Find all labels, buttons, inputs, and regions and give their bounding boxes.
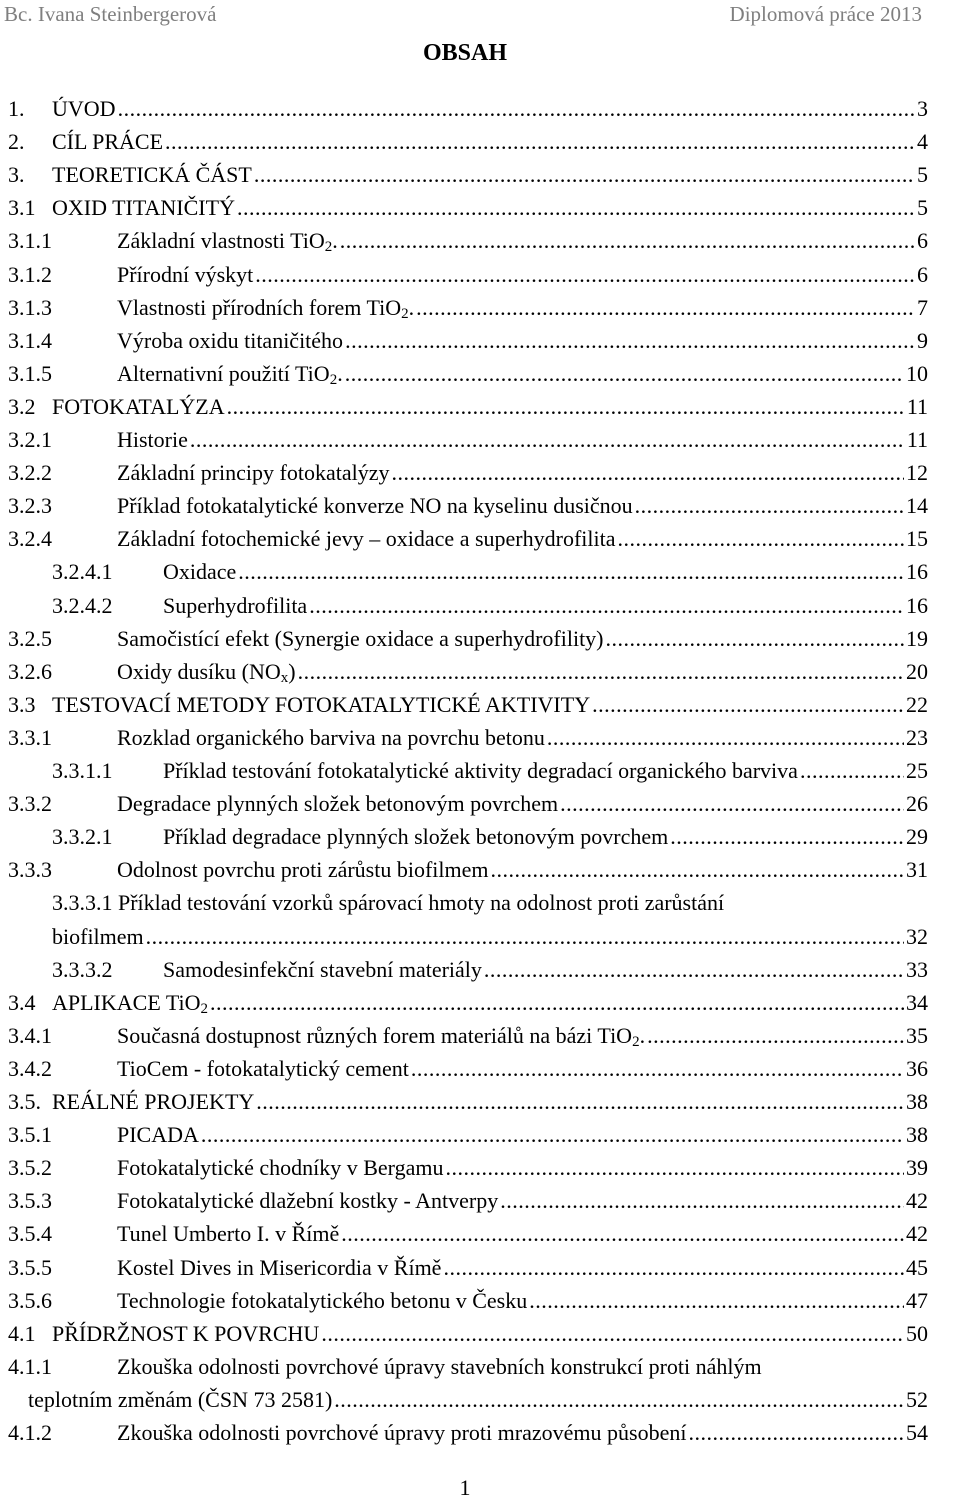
toc-entry-number: 3.2 bbox=[8, 393, 36, 419]
toc-entry-page: 20 bbox=[906, 658, 928, 684]
toc-entry-page: 31 bbox=[906, 857, 928, 883]
toc-entry[interactable] bbox=[0, 158, 960, 192]
toc-entry-page: 38 bbox=[906, 1089, 928, 1114]
toc-entry-page: 15 bbox=[906, 526, 928, 552]
toc-entry-number: 3.2.4.2 bbox=[52, 592, 113, 618]
toc-dot-leader bbox=[484, 953, 904, 987]
toc-entry-title-text: ÚVOD bbox=[52, 96, 116, 121]
toc-entry-title-text: Technologie fotokatalytického betonu v Česku bbox=[117, 1287, 528, 1313]
toc-entry-page: 38 bbox=[906, 1122, 928, 1148]
toc-entry-number: 3.5. bbox=[8, 1089, 41, 1114]
toc-dot-leader bbox=[201, 1118, 904, 1152]
toc-entry-page: 16 bbox=[906, 559, 928, 585]
toc-entry-subscript: 2 bbox=[324, 239, 333, 256]
toc-dot-leader bbox=[227, 390, 905, 424]
toc-entry-title-text: Samodesinfekční stavební materiály bbox=[163, 956, 482, 982]
toc-entry-title-text: Základní fotochemické jevy – oxidace a superhydrofilita bbox=[117, 526, 616, 552]
toc-entry-title bbox=[52, 986, 208, 1020]
toc-entry-title bbox=[117, 224, 338, 258]
toc-entry[interactable] bbox=[0, 92, 960, 126]
toc-entry-page: 6 bbox=[917, 228, 928, 254]
toc-entry[interactable] bbox=[0, 191, 960, 225]
toc-dot-leader bbox=[606, 622, 904, 656]
toc-entry-title-text: PICADA bbox=[117, 1122, 199, 1148]
header-author: Bc. Ivana Steinbergerová bbox=[4, 2, 217, 26]
toc-entry-title-suffix: . bbox=[337, 360, 343, 386]
toc-entry-text-line1: Zkouška odolnosti povrchové úpravy stavebních konstrukcí proti náhlým bbox=[117, 1353, 762, 1379]
toc-entry-title-text: Vlastnosti přírodních forem TiO bbox=[117, 294, 402, 320]
toc-entry-number: 3.5.3 bbox=[8, 1188, 52, 1214]
running-header bbox=[0, 0, 960, 30]
toc-dot-leader bbox=[635, 489, 904, 523]
toc-entry-title bbox=[117, 853, 489, 887]
toc-entry-page: 10 bbox=[906, 360, 928, 386]
toc-entry-subscript: 2 bbox=[401, 305, 409, 322]
toc-entry-number: 4.1 bbox=[8, 1320, 36, 1346]
toc-entry-title bbox=[163, 589, 307, 623]
toc-entry-title-text: Odolnost povrchu proti zárůstu biofilmem bbox=[117, 857, 489, 883]
toc-entry-title bbox=[117, 423, 188, 457]
toc-entry-title-text: Fotokatalytické chodníky v Bergamu bbox=[117, 1155, 444, 1181]
toc-entry-page: 42 bbox=[906, 1188, 928, 1214]
toc-entry-title bbox=[163, 953, 482, 987]
toc-entry-title-suffix: . bbox=[408, 294, 415, 320]
toc-entry-number: 3.3.3 bbox=[8, 857, 52, 883]
toc-entry-title bbox=[117, 357, 343, 391]
toc-entry-number: 3.4.1 bbox=[8, 1022, 52, 1048]
toc-entry-title bbox=[163, 820, 668, 854]
toc-entry-title bbox=[163, 754, 798, 788]
toc-dot-leader bbox=[118, 92, 915, 126]
toc-entry-title bbox=[117, 1184, 498, 1218]
toc-dot-leader bbox=[237, 191, 915, 225]
toc-entry-page: 52 bbox=[906, 1386, 928, 1412]
toc-entry-number: 3.3.1.1 bbox=[52, 758, 113, 783]
toc-entry-page: 11 bbox=[906, 393, 928, 419]
toc-entry-title bbox=[52, 191, 235, 225]
toc-entry[interactable] bbox=[0, 1284, 960, 1318]
toc-entry[interactable] bbox=[0, 1019, 960, 1053]
toc-entry-title-text: Příklad degradace plynných složek betonovým povrchem bbox=[163, 824, 669, 850]
toc-entry-title-text: Samočistící efekt (Synergie oxidace a superhydrofility) bbox=[117, 625, 604, 651]
toc-entry[interactable] bbox=[0, 224, 960, 258]
toc-dot-leader bbox=[560, 787, 904, 821]
toc-entry-title-text: Rozklad organického barviva na povrchu betonu bbox=[117, 724, 545, 750]
toc-entry-number: 4.1.1 bbox=[8, 1353, 52, 1379]
toc-dot-leader bbox=[345, 324, 915, 358]
toc-entry-title-text: Superhydrofilita bbox=[163, 592, 308, 618]
toc-entry[interactable] bbox=[0, 1251, 960, 1285]
toc-entry-title-text: TioCem - fotokatalytický cement bbox=[117, 1055, 409, 1081]
toc-entry-number: 2. bbox=[8, 129, 25, 155]
toc-entry-number: 3.5.4 bbox=[8, 1221, 52, 1247]
toc-entry-title-suffix: ) bbox=[288, 658, 296, 684]
toc-entry-title bbox=[117, 787, 558, 821]
toc-dot-leader bbox=[416, 291, 915, 325]
toc-entry-title-text: FOTOKATALÝZA bbox=[52, 393, 225, 419]
toc-entry-title-text: biofilmem bbox=[52, 923, 144, 949]
toc-entry-title-text: OXID TITANIČITÝ bbox=[52, 195, 235, 221]
toc-entry-number: 3.3.2.1 bbox=[52, 824, 113, 850]
toc-dot-leader bbox=[238, 555, 904, 589]
toc-dot-leader bbox=[256, 1085, 904, 1119]
toc-entry-page: 34 bbox=[906, 989, 928, 1015]
toc-entry-page: 5 bbox=[917, 195, 928, 221]
toc-entry-page: 25 bbox=[906, 758, 928, 783]
toc-entry-title bbox=[117, 622, 604, 656]
toc-entry[interactable] bbox=[0, 622, 960, 656]
toc-entry-number: 4.1.2 bbox=[8, 1420, 52, 1445]
toc-entry[interactable] bbox=[0, 754, 960, 788]
toc-entry-page: 32 bbox=[906, 923, 928, 949]
toc-entry-title bbox=[117, 1416, 686, 1450]
toc-dot-leader bbox=[146, 920, 904, 954]
toc-dot-leader bbox=[688, 1416, 904, 1450]
toc-dot-leader bbox=[340, 224, 915, 258]
toc-entry-title bbox=[52, 1317, 319, 1351]
toc-entry[interactable] bbox=[0, 589, 960, 623]
toc-entry[interactable] bbox=[0, 1217, 960, 1251]
toc-dot-leader bbox=[491, 853, 905, 887]
toc-dot-leader bbox=[411, 1052, 904, 1086]
toc-entry[interactable] bbox=[0, 853, 960, 887]
toc-entry[interactable] bbox=[0, 953, 960, 987]
toc-entry[interactable] bbox=[0, 390, 960, 424]
toc-entry-title bbox=[52, 92, 116, 126]
toc-entry-title bbox=[117, 721, 545, 755]
toc-entry-title-text: Historie bbox=[117, 427, 188, 452]
toc-entry-title bbox=[117, 1251, 441, 1285]
toc-dot-leader bbox=[190, 423, 905, 457]
toc-entry[interactable] bbox=[0, 423, 960, 457]
toc-entry-title bbox=[117, 291, 414, 325]
toc-dot-leader bbox=[255, 258, 915, 292]
toc-entry-title-text: Fotokatalytické dlažební kostky - Antverpy bbox=[117, 1188, 499, 1214]
toc-entry-title-text: teplotním změnám (ČSN 73 2581) bbox=[28, 1386, 333, 1412]
toc-dot-leader bbox=[254, 158, 915, 192]
toc-entry-title bbox=[117, 1151, 443, 1185]
toc-dot-leader bbox=[334, 1383, 904, 1417]
toc-entry-number: 3.3 bbox=[8, 691, 36, 717]
toc-entry-title bbox=[163, 555, 236, 589]
toc-dot-leader bbox=[345, 357, 904, 391]
toc-dot-leader bbox=[529, 1284, 904, 1318]
toc-entry-title bbox=[117, 1019, 645, 1053]
toc-entry[interactable] bbox=[0, 555, 960, 589]
toc-entry-title bbox=[52, 1085, 254, 1119]
toc-entry-number: 1. bbox=[8, 96, 25, 121]
toc-dot-leader bbox=[341, 1217, 904, 1251]
toc-entry-page: 50 bbox=[906, 1320, 928, 1346]
toc-entry-title bbox=[117, 456, 389, 490]
toc-entry-title-text: Základní principy fotokatalýzy bbox=[117, 460, 390, 486]
toc-entry-subscript: 2 bbox=[200, 1000, 209, 1017]
toc-entry-page: 14 bbox=[906, 493, 928, 519]
toc-entry[interactable] bbox=[0, 1184, 960, 1218]
toc-entry-subscript: x bbox=[280, 669, 289, 686]
toc-entry-title-text: Zkouška odolnosti povrchové úpravy proti mrazovému působení bbox=[117, 1420, 687, 1445]
page-title: OBSAH bbox=[422, 40, 508, 66]
toc-dot-leader bbox=[592, 688, 904, 722]
toc-entry-title-text: Degradace plynných složek betonovým povrchem bbox=[117, 791, 559, 817]
toc-entry[interactable] bbox=[0, 920, 960, 954]
toc-entry[interactable] bbox=[0, 522, 960, 556]
toc-entry-page: 16 bbox=[906, 592, 928, 618]
toc-entry[interactable] bbox=[0, 820, 960, 854]
toc-entry-title-text: APLIKACE TiO bbox=[52, 989, 201, 1015]
toc-entry-page: 47 bbox=[906, 1287, 928, 1313]
toc-entry[interactable] bbox=[0, 1151, 960, 1185]
toc-entry[interactable] bbox=[0, 258, 960, 292]
toc-entry-number: 3.3.3.1 bbox=[52, 890, 113, 916]
toc-entry-title bbox=[52, 125, 163, 159]
toc-dot-leader bbox=[309, 589, 904, 623]
toc-dot-leader bbox=[547, 721, 904, 755]
toc-entry-number: 3.2.4 bbox=[8, 526, 52, 552]
toc-entry-title-text: Tunel Umberto I. v Římě bbox=[117, 1221, 340, 1247]
toc-entry-title-text: Kostel Dives in Misericordia v Římě bbox=[117, 1254, 442, 1280]
toc-entry-title bbox=[117, 1217, 339, 1251]
toc-entry-title-text: Výroba oxidu titaničitého bbox=[117, 327, 344, 353]
toc-entry-title bbox=[52, 158, 252, 192]
toc-entry-page: 11 bbox=[906, 427, 928, 452]
toc-entry[interactable] bbox=[0, 1052, 960, 1086]
toc-entry-number: 3.1 bbox=[8, 195, 36, 221]
toc-entry-number: 3.4.2 bbox=[8, 1055, 52, 1081]
toc-entry-page: 45 bbox=[906, 1254, 928, 1280]
toc-entry-page: 42 bbox=[906, 1221, 928, 1247]
toc-dot-leader bbox=[445, 1151, 904, 1185]
toc-dot-leader bbox=[210, 986, 904, 1020]
toc-entry[interactable] bbox=[0, 787, 960, 821]
toc-entry-subscript: 2 bbox=[632, 1033, 640, 1050]
toc-entry-number: 3.1.5 bbox=[8, 360, 52, 386]
toc-entry-number: 3.1.4 bbox=[8, 327, 52, 353]
toc-entry-title bbox=[52, 390, 225, 424]
toc-entry-title-text: Základní vlastnosti TiO bbox=[117, 228, 325, 254]
toc-dot-leader bbox=[165, 125, 915, 159]
toc-entry-title bbox=[28, 1383, 332, 1417]
toc-entry-page: 19 bbox=[906, 625, 928, 651]
toc-entry[interactable] bbox=[0, 125, 960, 159]
toc-dot-leader bbox=[670, 820, 904, 854]
toc-entry-title bbox=[117, 489, 633, 523]
toc-entry-title bbox=[117, 1284, 527, 1318]
toc-entry-title-suffix: . bbox=[639, 1022, 646, 1048]
toc-entry[interactable] bbox=[0, 721, 960, 755]
toc-dot-leader bbox=[617, 522, 904, 556]
toc-entry-number: 3.2.6 bbox=[8, 658, 52, 684]
toc-entry-page: 3 bbox=[917, 96, 928, 121]
toc-entry-number: 3.1.1 bbox=[8, 228, 52, 254]
toc-entry-page: 6 bbox=[917, 261, 928, 287]
toc-entry-title bbox=[117, 324, 343, 358]
toc-entry[interactable] bbox=[0, 1317, 960, 1351]
header-thesis-title: Diplomová práce 2013 bbox=[729, 2, 922, 26]
toc-entry-title bbox=[117, 258, 253, 292]
toc-entry-title-text: Alternativní použití TiO bbox=[117, 360, 330, 386]
toc-entry-page: 7 bbox=[917, 294, 928, 320]
toc-entry-page: 22 bbox=[906, 691, 928, 717]
toc-entry-title-text: CÍL PRÁCE bbox=[52, 129, 164, 155]
toc-entry-page: 23 bbox=[906, 724, 928, 750]
toc-entry-title bbox=[117, 655, 296, 689]
toc-entry-page: 39 bbox=[906, 1155, 928, 1181]
toc-entry-text-line1: Příklad testování vzorků spárovací hmoty na odolnost proti zarůstání bbox=[118, 890, 725, 916]
toc-entry-number: 3.4 bbox=[8, 989, 36, 1015]
toc-entry[interactable] bbox=[0, 1383, 960, 1417]
toc-entry-title bbox=[52, 920, 144, 954]
toc-entry-title-text: Přírodní výskyt bbox=[117, 261, 254, 287]
toc-entry[interactable] bbox=[0, 456, 960, 490]
toc-entry-title-suffix: . bbox=[332, 228, 338, 254]
toc-entry-title bbox=[52, 688, 590, 722]
toc-entry-title-text: TEORETICKÁ ČÁST bbox=[52, 162, 252, 188]
toc-entry-number: 3.2.1 bbox=[8, 427, 52, 452]
toc-entry-page: 5 bbox=[917, 162, 928, 188]
toc-entry[interactable] bbox=[0, 291, 960, 325]
toc-entry[interactable] bbox=[0, 489, 960, 523]
toc-entry-number: 3.3.3.2 bbox=[52, 956, 113, 982]
toc-entry-number: 3.2.4.1 bbox=[52, 559, 113, 585]
toc-entry-number: 3.5.5 bbox=[8, 1254, 52, 1280]
toc-entry[interactable] bbox=[0, 357, 960, 391]
toc-entry[interactable] bbox=[0, 1085, 960, 1119]
toc-entry[interactable] bbox=[0, 986, 960, 1020]
toc-entry-number: 3.3.1 bbox=[8, 724, 52, 750]
toc-entry-page: 33 bbox=[906, 956, 928, 982]
toc-entry-page: 54 bbox=[906, 1420, 928, 1445]
toc-entry-title bbox=[117, 1118, 199, 1152]
toc-entry-title bbox=[117, 1052, 409, 1086]
toc-entry[interactable] bbox=[0, 655, 960, 689]
toc-entry-title-text: Příklad testování fotokatalytické aktivity degradací organického barviva bbox=[163, 758, 798, 783]
toc-entry-number: 3.5.2 bbox=[8, 1155, 52, 1181]
toc-entry-number: 3.2.3 bbox=[8, 493, 52, 519]
toc-entry-number: 3.2.5 bbox=[8, 625, 52, 651]
toc-entry-page: 36 bbox=[906, 1055, 928, 1081]
toc-entry-title-text: PŘÍDRŽNOST K POVRCHU bbox=[52, 1320, 320, 1346]
toc-entry-title-text: TESTOVACÍ METODY FOTOKATALYTICKÉ AKTIVITY bbox=[52, 691, 591, 717]
toc-dot-leader bbox=[800, 754, 904, 788]
toc-dot-leader bbox=[500, 1184, 904, 1218]
toc-entry-number: 3.1.2 bbox=[8, 261, 52, 287]
toc-entry-page: 4 bbox=[917, 129, 928, 155]
toc-entry-title-text: Současná dostupnost různých forem materiálů na bázi TiO bbox=[117, 1022, 633, 1048]
toc-entry-title-text: Příklad fotokatalytické konverze NO na kyselinu dusičnou bbox=[117, 493, 633, 519]
toc-entry-number: 3.3.2 bbox=[8, 791, 52, 817]
toc-entry-page: 26 bbox=[906, 791, 928, 817]
toc-entry-title-text: REÁLNÉ PROJEKTY bbox=[52, 1089, 255, 1114]
toc-dot-leader bbox=[443, 1251, 904, 1285]
toc-entry[interactable] bbox=[0, 324, 960, 358]
toc-entry-page: 12 bbox=[906, 460, 928, 486]
toc-dot-leader bbox=[391, 456, 904, 490]
toc-dot-leader bbox=[321, 1317, 904, 1351]
toc-entry-number: 3. bbox=[8, 162, 25, 188]
toc-dot-leader bbox=[298, 655, 904, 689]
toc-entry[interactable] bbox=[0, 1416, 960, 1450]
toc-entry-page: 35 bbox=[906, 1022, 928, 1048]
toc-entry-page: 29 bbox=[906, 824, 928, 850]
toc-entry-number: 3.5.1 bbox=[8, 1122, 52, 1148]
toc-entry-title bbox=[117, 522, 615, 556]
toc-entry-number: 3.1.3 bbox=[8, 294, 52, 320]
toc-entry-number: 3.2.2 bbox=[8, 460, 52, 486]
page-number: 1 bbox=[459, 1475, 471, 1500]
toc-entry-title-text: Oxidy dusíku (NO bbox=[117, 658, 281, 684]
toc-entry-page: 9 bbox=[917, 327, 928, 353]
toc-entry-number: 3.5.6 bbox=[8, 1287, 52, 1313]
toc-dot-leader bbox=[647, 1019, 904, 1053]
toc-entry-subscript: 2 bbox=[329, 371, 338, 388]
toc-entry[interactable] bbox=[0, 688, 960, 722]
toc-entry-title-text: Oxidace bbox=[163, 559, 237, 585]
toc-entry[interactable] bbox=[0, 1118, 960, 1152]
